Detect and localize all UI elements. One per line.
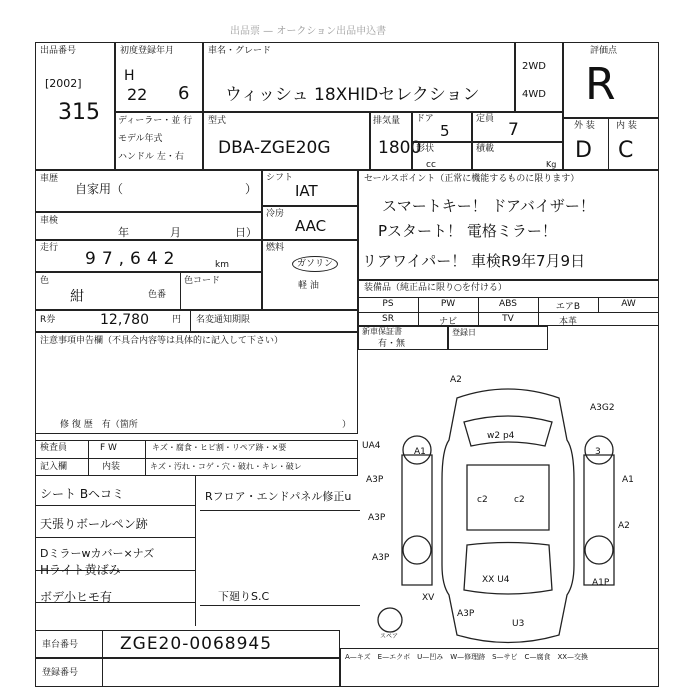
- shift-label: シフト: [266, 173, 294, 183]
- aircon-label: 冷房: [266, 209, 285, 219]
- load-unit: Kg: [546, 160, 557, 169]
- remark-4: Hライト黄ばみ: [40, 563, 121, 577]
- load-label: 積載: [476, 144, 495, 154]
- mark-u3: U3: [512, 619, 525, 629]
- capacity-value: 7: [508, 120, 519, 140]
- equip-sr: SR: [382, 314, 394, 324]
- displacement-value: 1800: [378, 138, 422, 158]
- remark-right-2: 下廻りS.C: [218, 590, 270, 603]
- mark-a3p-1: A3P: [366, 475, 384, 485]
- repair-history: 修 復 歴 有（箇所: [60, 420, 138, 430]
- spare-tire-icon: [378, 608, 402, 632]
- inspector-label: 検査員: [40, 443, 68, 453]
- first-reg-era: H: [124, 68, 135, 84]
- exterior-grade: D: [575, 138, 592, 163]
- history-close: ）: [245, 182, 258, 196]
- mark-c2-1: c2: [477, 495, 488, 505]
- rear-left-wheel: [403, 536, 431, 564]
- notice-label: 注意事項申告欄（不具合内容等は具体的に記入して下さい）: [40, 336, 284, 346]
- rear-window: [464, 543, 552, 595]
- mileage-value: 97,642: [85, 249, 181, 269]
- mark-a1-right: A1: [622, 475, 634, 485]
- first-reg-year: 22: [127, 85, 148, 104]
- history-label: 車歴: [40, 174, 59, 184]
- entry-label: 記入欄: [40, 462, 68, 472]
- recycle-label: R券: [40, 315, 56, 325]
- mileage-label: 走行: [40, 243, 59, 253]
- shift-value: IAT: [295, 182, 318, 200]
- mark-a1p: A1P: [592, 578, 610, 588]
- equip-airbag: エアB: [555, 302, 581, 312]
- equip-pw: PW: [440, 299, 456, 309]
- colorno-label: 色番: [148, 290, 167, 300]
- rating-label: 評価点: [590, 46, 618, 56]
- remark-1: シート Bヘコミ: [40, 487, 125, 501]
- recycle-value: 12,780: [100, 312, 149, 328]
- equip-navi: ナビ: [438, 317, 457, 327]
- sales-line-2: Pスタート！ 電格ミラー！: [378, 222, 557, 240]
- legend-text: A—キズ E—エクボ U—凹み W—修理跡 S—サビ C—腐食 XX—交換: [345, 653, 589, 661]
- mark-xx-u4: XX U4: [482, 575, 510, 585]
- first-reg-month: 6: [178, 83, 190, 104]
- name-grade-value: ウィッシュ 18XHIDセレクション: [225, 85, 480, 105]
- regno-box: [35, 658, 340, 687]
- notice-box: [35, 332, 358, 434]
- equip-aw: AW: [621, 299, 636, 309]
- warranty-value: 有・無: [378, 339, 406, 349]
- sales-line-3: リアワイパー！ 車検R9年7月9日: [362, 252, 586, 270]
- mark-xv: XV: [422, 593, 435, 603]
- fuel-label: 燃料: [266, 243, 285, 253]
- mark-a3p-2: A3P: [368, 513, 386, 523]
- exterior-label: 外 装: [574, 121, 595, 131]
- inspection-box: [35, 212, 262, 240]
- shape-label: 形状: [416, 144, 435, 154]
- equipment-label: 装備品（純正品に限り○を付ける）: [364, 283, 507, 293]
- mark-a3p-4: A3P: [457, 609, 475, 619]
- remark-5: ボデ小ヒモ有: [40, 590, 113, 604]
- sales-line-1: スマートキー！ ドアバイザー！: [382, 197, 595, 215]
- interior-entry: 内装: [102, 462, 121, 472]
- sales-point-label: セールスポイント（正常に機能するものに限ります）: [364, 174, 580, 184]
- right-side-panel: [584, 455, 614, 585]
- fuel-gas: ガソリン: [292, 256, 338, 272]
- remark-3: Dミラーwカバー×ナズ: [40, 547, 155, 560]
- regdate-label: 登録日: [452, 328, 476, 337]
- displacement-label: 排気量: [373, 116, 401, 126]
- drive-4wd: 4WD: [522, 89, 546, 100]
- form-header: 出品票 — オークション出品申込書: [230, 26, 387, 37]
- lot-code: [2002]: [45, 77, 82, 90]
- model-year-row: モデル年式: [118, 134, 163, 144]
- equip-leather: 本革: [558, 317, 577, 327]
- chassis-value: ZGE20-0068945: [120, 634, 273, 654]
- name-change-label: 名変通知期限: [196, 315, 251, 325]
- mark-a2-top: A2: [450, 375, 462, 385]
- repair-close: ）: [342, 420, 352, 430]
- name-grade-label: 車名・グレード: [208, 46, 272, 56]
- color-label: 色: [40, 276, 50, 286]
- mark-3: 3: [595, 447, 601, 457]
- mark-a3g2: A3G2: [590, 403, 615, 413]
- mark-a1-wheel: A1: [414, 447, 426, 457]
- model-value: DBA-ZGE20G: [218, 138, 331, 158]
- inspector-fw: F W: [100, 443, 117, 453]
- mark-ua4: UA4: [362, 441, 381, 451]
- mark-a2-right: A2: [618, 521, 630, 531]
- inspection-month: 月: [170, 226, 181, 239]
- spare-label: スペア: [380, 633, 399, 640]
- aircon-value: AAC: [295, 217, 327, 235]
- doors-label: ドア: [416, 114, 434, 124]
- history-box: [35, 170, 262, 212]
- inspection-label: 車検: [40, 216, 59, 226]
- doors-value: 5: [440, 122, 450, 140]
- rear-right-wheel: [585, 536, 613, 564]
- inspection-year: 年: [118, 226, 129, 239]
- rating-value: R: [585, 59, 616, 110]
- history-value: 自家用（: [75, 182, 124, 196]
- drive-2wd: 2WD: [522, 61, 546, 72]
- colorcode-label: 色コード: [184, 276, 221, 286]
- color-value: 紺: [70, 289, 84, 305]
- equip-abs: ABS: [499, 299, 517, 309]
- model-label: 型式: [208, 116, 227, 126]
- recycle-unit: 円: [172, 315, 182, 325]
- regno-label: 登録番号: [42, 668, 79, 678]
- equip-ps: PS: [382, 299, 394, 309]
- lot-label: 出品番号: [40, 46, 77, 56]
- chassis-label: 車台番号: [42, 640, 79, 650]
- inspection-day: 日）: [235, 226, 257, 239]
- capacity-label: 定員: [476, 114, 495, 124]
- interior-label: 内 装: [616, 121, 637, 131]
- first-reg-label: 初度登録年月: [120, 46, 175, 56]
- car-damage-diagram: [362, 370, 657, 655]
- left-side-panel: [402, 455, 432, 585]
- mileage-unit: km: [215, 260, 229, 270]
- dealer-row: ディーラー・並 行: [118, 116, 193, 126]
- mark-c2-2: c2: [514, 495, 525, 505]
- displacement-unit: cc: [426, 160, 436, 170]
- remark-2: 天張りボールペン跡: [40, 517, 148, 531]
- lot-number: 315: [58, 100, 100, 125]
- warranty-label: 新車保証書: [362, 327, 402, 336]
- car-body-outline: [442, 389, 574, 643]
- interior-issues: キズ・汚れ・コゲ・穴・破れ・キレ・破レ: [150, 462, 302, 471]
- inspector-issues: キズ・腐食・ヒビ割・リペア跡・×要: [152, 443, 287, 452]
- interior-grade: C: [618, 138, 634, 163]
- handle-row: ハンドル 左・右: [118, 152, 184, 162]
- mark-a3p-3: A3P: [372, 553, 390, 563]
- fuel-diesel: 軽 油: [298, 281, 319, 291]
- mark-w2-p4: w2 p4: [487, 431, 515, 441]
- remark-right-1: Rフロア・エンドパネル修正u: [205, 490, 352, 503]
- drive-box: [515, 42, 563, 112]
- equip-tv: TV: [502, 314, 514, 324]
